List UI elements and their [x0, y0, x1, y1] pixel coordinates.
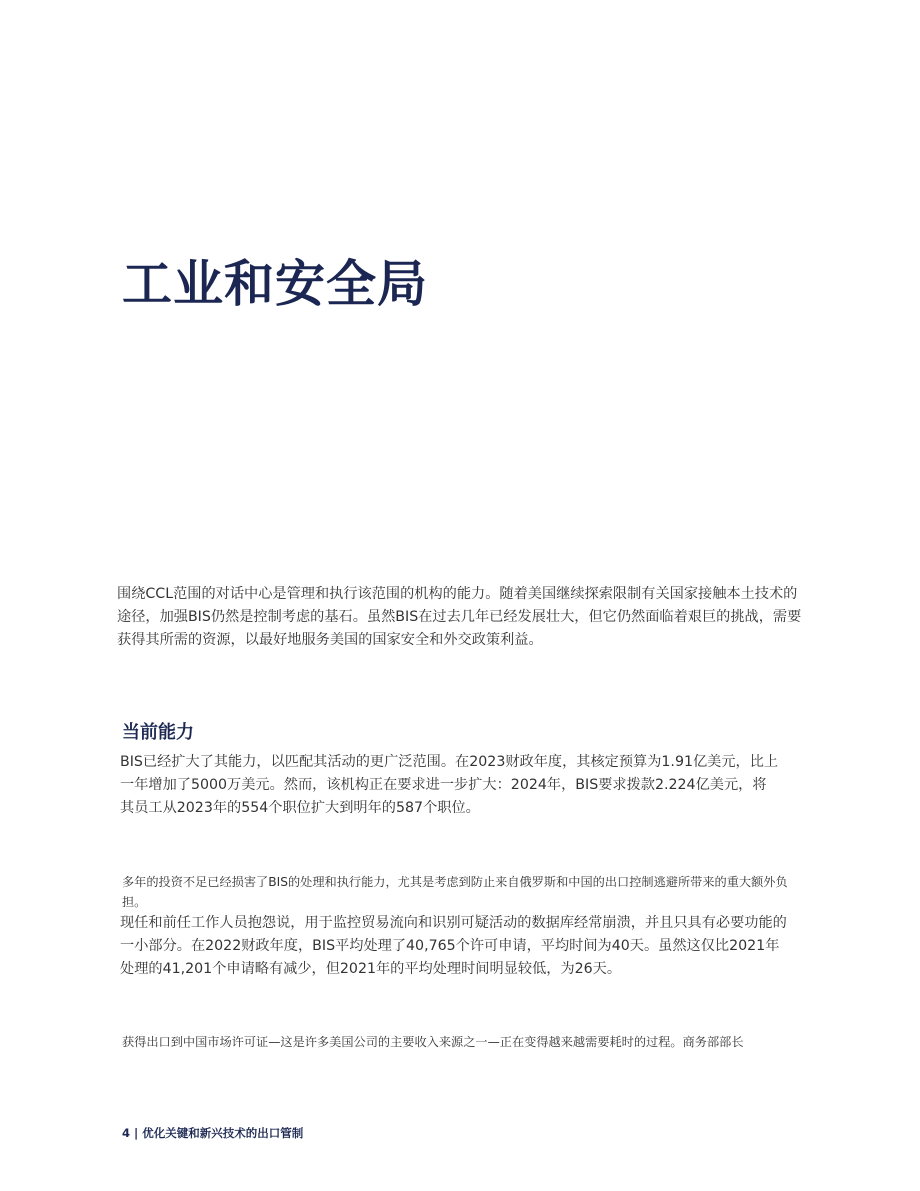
page-title: 工业和安全局	[122, 255, 428, 313]
section-heading: 当前能力	[122, 722, 194, 743]
page-footer	[122, 1124, 303, 1142]
pull-quote-2: 获得出口到中国市场许可证—这是许多美国公司的主要收入来源之一—正在变得越来越需要耗时的过程。商务部部长	[122, 1035, 744, 1049]
intro-paragraph: 围绕CCL范围的对话中心是管理和执行该范围的机构的能力。随着美国继续探索限制有关国家接触本土技术的途径，加强BIS仍然是控制考虑的基石。虽然BIS在过去几年已经发展壮大，但它仍然面临着艰巨的挑战，需要获得其所需的资源，以最好地服务美国的国家安全和外交政策利益。	[117, 586, 802, 648]
pull-quote-1: 多年的投资不足已经损害了BIS的处理和执行能力，尤其是考虑到防止来自俄罗斯和中国的出口控制逃避所带来的重大额外负担。	[122, 875, 788, 909]
footer-title: 优化关键和新兴技术的出口管制	[142, 1126, 304, 1140]
section-body-paragraph: BIS已经扩大了其能力，以匹配其活动的更广泛范围。在2023财政年度，其核定预算为1.91亿美元，比上一年增加了5000万美元。然而，该机构正在要求进一步扩大：2024年，BIS要求拨款2.224亿美元，将其员工从2023年的554个职位扩大到明年的587个职位。	[120, 754, 779, 816]
page-number: 4	[122, 1126, 131, 1140]
footer-separator: |	[134, 1126, 139, 1140]
body-paragraph-2: 现任和前任工作人员抱怨说，用于监控贸易流向和识别可疑活动的数据库经常崩溃，并且只具有必要功能的一小部分。在2022财政年度，BIS平均处理了40,765个许可申请，平均时间为40天。虽然这仅比2021年处理的41,201个申请略有减少，但2021年的平均处理时间明显较低，为26天。	[120, 915, 787, 977]
